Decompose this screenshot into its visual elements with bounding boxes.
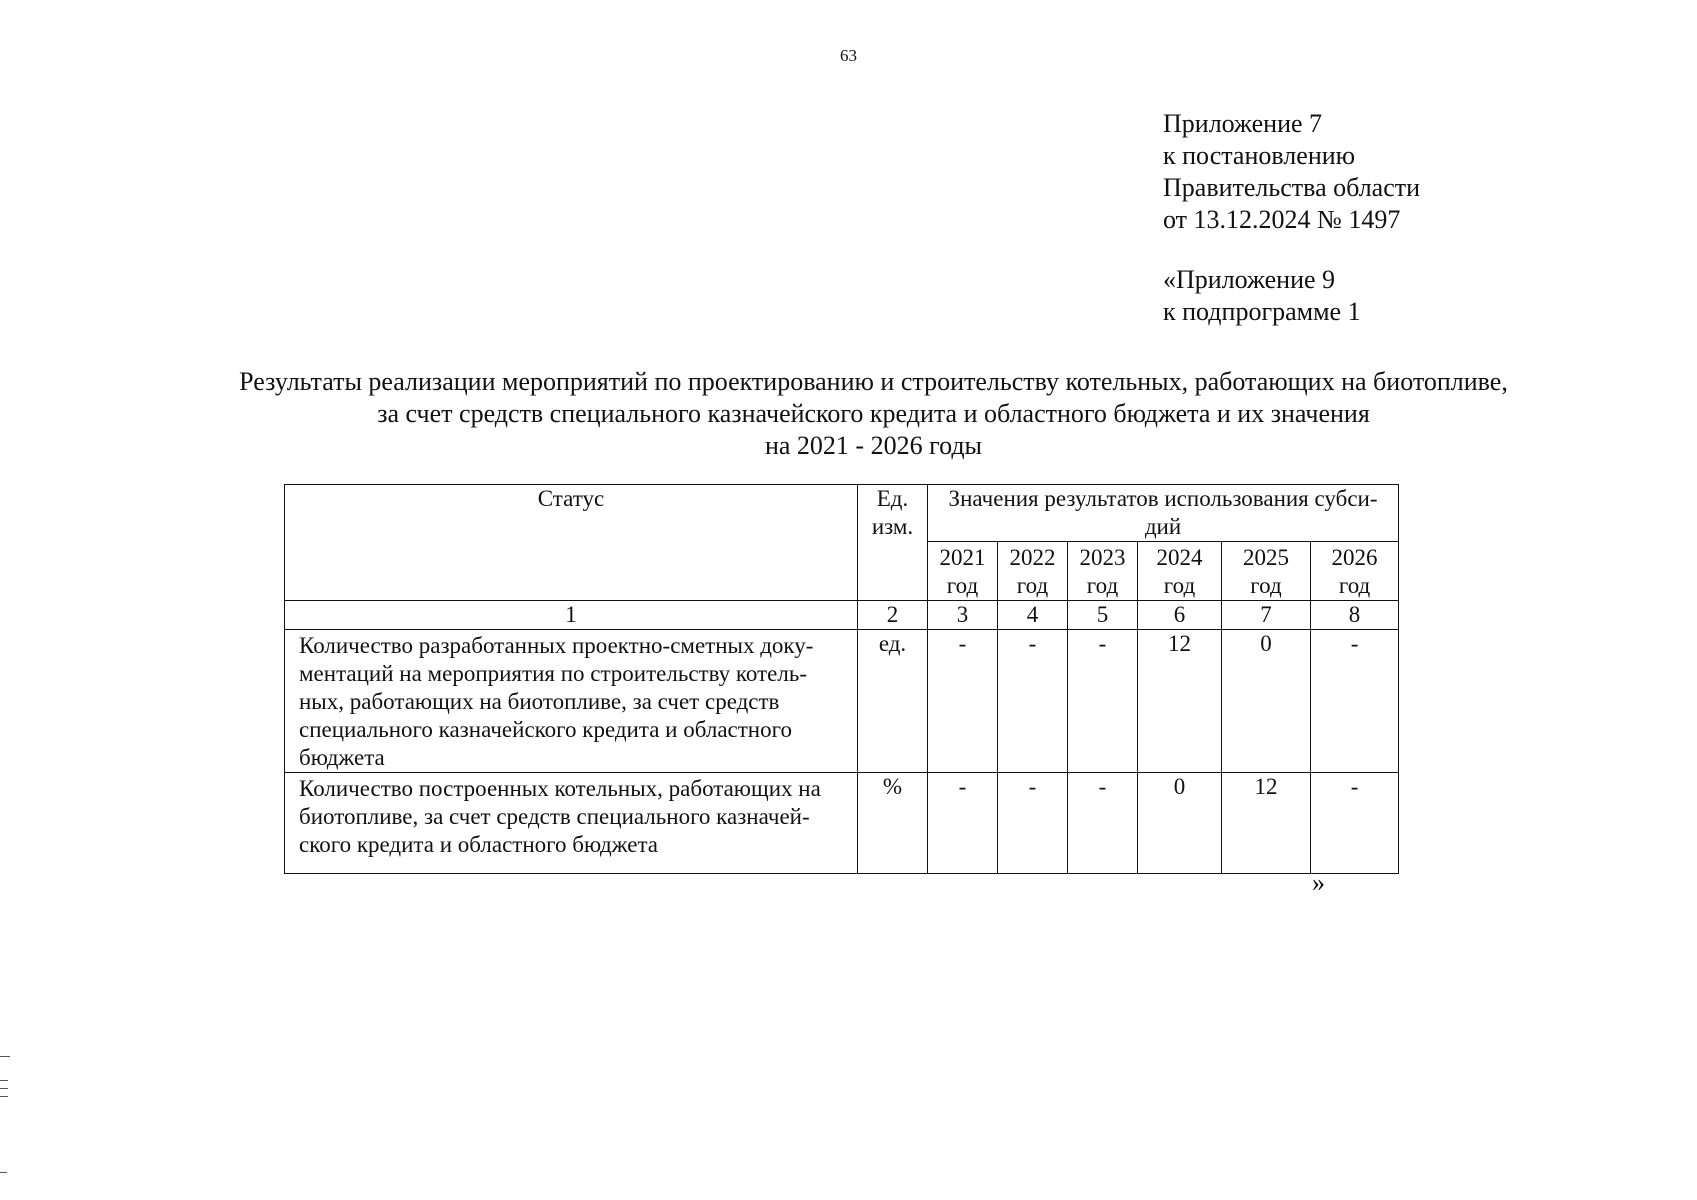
column-number: 3 <box>928 601 998 630</box>
scan-margin-mark <box>0 1080 8 1081</box>
column-number: 7 <box>1222 601 1311 630</box>
row-value: 12 <box>1138 630 1222 773</box>
row-value: - <box>928 773 998 874</box>
scan-margin-mark <box>0 1056 10 1057</box>
appendix-line: «Приложение 9 <box>1163 265 1336 294</box>
row-value: 12 <box>1222 773 1311 874</box>
row-unit: ед. <box>858 630 928 773</box>
row-value: - <box>998 773 1068 874</box>
scan-margin-mark <box>0 1088 8 1089</box>
row-status: Количество построенных котельных, работающих на биотопливе, за счет средств специального казначей-ского кредита и областного бюджета <box>285 773 858 874</box>
document-title <box>0 366 1697 462</box>
appendix-line: Приложение 7 <box>1163 109 1323 138</box>
appendix-line: Правительства области <box>1163 173 1421 202</box>
header-year: 2026 год <box>1311 542 1399 601</box>
column-number: 8 <box>1311 601 1399 630</box>
row-status: Количество разработанных проектно-сметных доку-ментаций на мероприятия по строительству котель-ных, работающих на биотопливе, за счет средств специального казначейского кредита и областного бюджета <box>285 630 858 773</box>
row-value: - <box>998 630 1068 773</box>
header-unit: Ед. изм. <box>858 485 928 601</box>
column-number: 4 <box>998 601 1068 630</box>
header-year: 2025 год <box>1222 542 1311 601</box>
row-value: 0 <box>1222 630 1311 773</box>
title-line: на 2021 - 2026 годы <box>764 431 983 460</box>
row-value: - <box>1311 630 1399 773</box>
appendix-line: от 13.12.2024 № 1497 <box>1163 205 1401 234</box>
title-line: Результаты реализации мероприятий по проектированию и строительству котельных, работающих на биотопливе, <box>239 367 1508 396</box>
header-year: 2023 год <box>1068 542 1138 601</box>
closing-quote: » <box>1312 868 1325 897</box>
row-unit: % <box>858 773 928 874</box>
table-row <box>285 773 1399 874</box>
appendix-gap <box>1163 236 1420 264</box>
header-year: 2024 год <box>1138 542 1222 601</box>
column-number-row <box>285 601 1399 630</box>
row-value: - <box>1068 630 1138 773</box>
column-number: 5 <box>1068 601 1138 630</box>
column-number: 2 <box>858 601 928 630</box>
column-number: 1 <box>285 601 858 630</box>
scan-margin-mark <box>0 1172 7 1173</box>
title-line: за счет средств специального казначейского кредита и областного бюджета и их значения <box>377 399 1370 428</box>
header-year: 2022 год <box>998 542 1068 601</box>
row-value: 0 <box>1138 773 1222 874</box>
row-value: - <box>1311 773 1399 874</box>
header-row <box>285 485 1399 542</box>
appendix-block <box>1163 108 1420 328</box>
column-number: 6 <box>1138 601 1222 630</box>
table-row <box>285 630 1399 773</box>
appendix-line: к подпрограмме 1 <box>1163 297 1361 326</box>
row-value: - <box>1068 773 1138 874</box>
results-table <box>284 484 1399 874</box>
page-number: 63 <box>840 46 857 65</box>
scan-margin-mark <box>0 1096 8 1097</box>
header-year: 2021 год <box>928 542 998 601</box>
row-value: - <box>928 630 998 773</box>
header-status: Статус <box>285 485 858 601</box>
header-values-group: Значения результатов использования субси-дий <box>928 485 1399 542</box>
appendix-line: к постановлению <box>1163 141 1356 170</box>
